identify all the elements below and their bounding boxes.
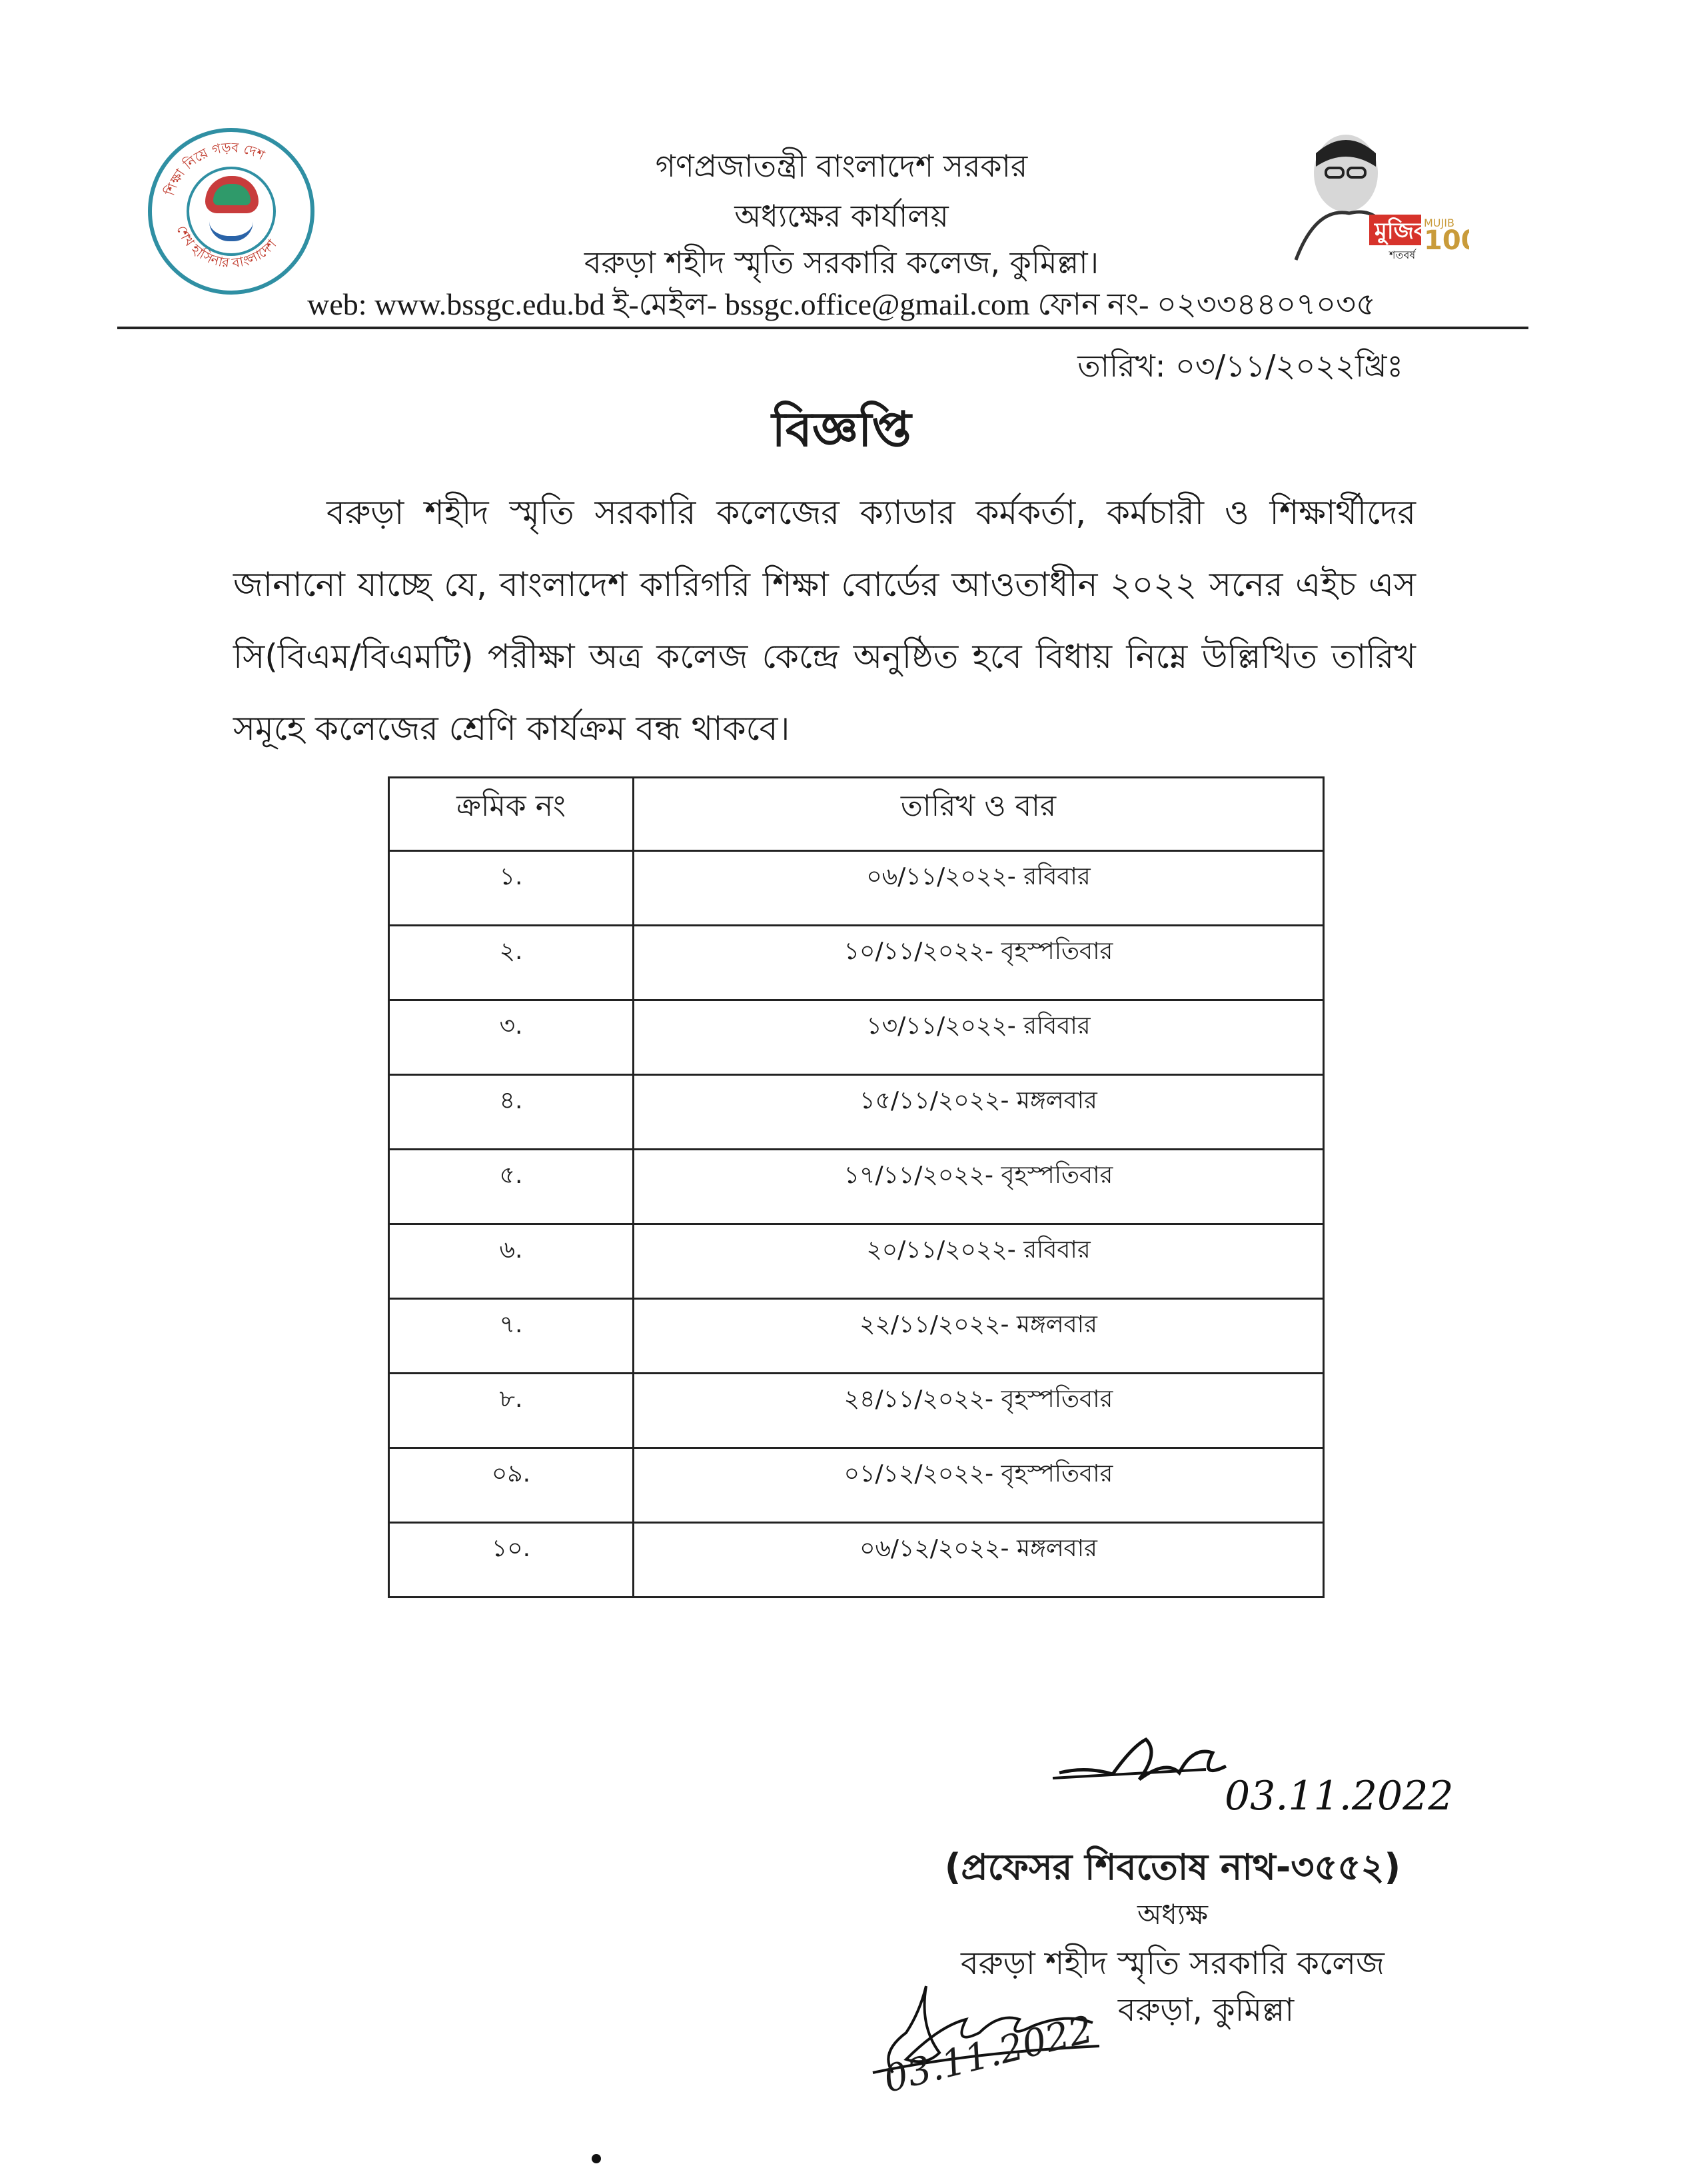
notice-date: তারিখ: ০৩/১১/২০২২খ্রিঃ xyxy=(1077,348,1403,384)
serial-cell: ৬. xyxy=(389,1224,634,1299)
table-row xyxy=(389,1000,1324,1075)
serial-cell: ০৯. xyxy=(389,1448,634,1523)
column-header-serial: ক্রমিক নং xyxy=(389,778,634,851)
table-row xyxy=(389,1075,1324,1150)
table-row xyxy=(389,1299,1324,1374)
date-cell: ০৬/১১/২০২২- রবিবার xyxy=(634,851,1324,926)
date-cell: ২০/১১/২০২২- রবিবার xyxy=(634,1224,1324,1299)
date-cell: ১০/১১/২০২২- বৃহস্পতিবার xyxy=(634,926,1324,1000)
notice-body: বরুড়া শহীদ স্মৃতি সরকারি কলেজের ক্যাডার কর্মকর্তা, কর্মচারী ও শিক্ষার্থীদের জানানো যাচ্ছে যে, বাংলাদেশ কারিগরি শিক্ষা বোর্ডের আওতাধীন ২০২২ সনের এইচ এস সি(বিএম/বিএমটি) পরীক্ষা অত্র কলেজ কেন্দ্রে অনুষ্ঠিত হবে বিধায় নিম্নে উল্লিখিত তারিখ সমূহে কলেজের শ্রেণি কার্যক্রম বন্ধ থাকবে। xyxy=(233,493,1416,748)
serial-cell: ২. xyxy=(389,926,634,1000)
schedule-table xyxy=(388,776,1325,1598)
header-divider xyxy=(117,327,1528,329)
second-signature-date: 03.11.2022 xyxy=(879,2007,1097,2102)
principal-designation: অধ্যক্ষ xyxy=(1137,1898,1209,1931)
table-row xyxy=(389,1150,1324,1224)
column-header-date: তারিখ ও বার xyxy=(634,778,1324,851)
principal-name: (প্রফেসর শিবতোষ নাথ-৩৫৫২) xyxy=(944,1846,1401,1888)
date-cell: ১৩/১১/২০২২- রবিবার xyxy=(634,1000,1324,1075)
college-name: বরুড়া শহীদ স্মৃতি সরকারি কলেজ, কুমিল্লা। xyxy=(584,245,1099,281)
table-header-row xyxy=(389,778,1324,851)
date-cell: ২২/১১/২০২২- মঙ্গলবার xyxy=(634,1299,1324,1374)
svg-text:100: 10 xyxy=(1424,225,1461,256)
principal-location: বরুড়া, কুমিল্লা xyxy=(1117,1991,1295,2029)
table-row xyxy=(389,1374,1324,1448)
serial-cell: ৭. xyxy=(389,1299,634,1374)
contact-line: web: www.bssgc.edu.bd ই-মেইল- bssgc.office@gmail.com ফোন নং- ০২৩৩৪৪০৭০৩৫ xyxy=(307,287,1376,321)
svg-text:শেখ হাসিনার বাংলাদেশ: শেখ হাসিনার বাংলাদেশ xyxy=(173,223,280,271)
serial-cell: ১. xyxy=(389,851,634,926)
ink-dot xyxy=(592,2154,601,2163)
principal-institution: বরুড়া শহীদ স্মৃতি সরকারি কলেজ xyxy=(961,1945,1385,1982)
svg-text:মুজিব: মুজিব xyxy=(1375,218,1426,245)
signature-date: 03.11.2022 xyxy=(1225,1773,1454,1819)
svg-text:শিক্ষা নিয়ে গড়ব দেশ: শিক্ষা নিয়ে গড়ব দেশ xyxy=(161,139,268,198)
serial-cell: ৩. xyxy=(389,1000,634,1075)
table-row xyxy=(389,926,1324,1000)
government-name: গণপ্রজাতন্ত্রী বাংলাদেশ সরকার xyxy=(655,148,1028,184)
table-row xyxy=(389,1523,1324,1598)
svg-text:শতবর্ষ: শতবর্ষ xyxy=(1389,249,1416,261)
serial-cell: ৫. xyxy=(389,1150,634,1224)
date-cell: ১৫/১১/২০২২- মঙ্গলবার xyxy=(634,1075,1324,1150)
svg-text:MUJIB: MUJIB xyxy=(1424,217,1454,229)
serial-cell: ৪. xyxy=(389,1075,634,1150)
table-row xyxy=(389,1224,1324,1299)
serial-cell: ৮. xyxy=(389,1374,634,1448)
serial-cell: ১০. xyxy=(389,1523,634,1598)
date-cell: ১৭/১১/২০২২- বৃহস্পতিবার xyxy=(634,1150,1324,1224)
table-row xyxy=(389,851,1324,926)
date-cell: ২৪/১১/২০২২- বৃহস্পতিবার xyxy=(634,1374,1324,1448)
table-row xyxy=(389,1448,1324,1523)
notice-title: বিজ্ঞপ্তি xyxy=(772,401,911,457)
date-cell: ০১/১২/২০২২- বৃহস্পতিবার xyxy=(634,1448,1324,1523)
office-name: অধ্যক্ষের কার্যালয় xyxy=(734,198,949,234)
date-cell: ০৬/১২/২০২২- মঙ্গলবার xyxy=(634,1523,1324,1598)
